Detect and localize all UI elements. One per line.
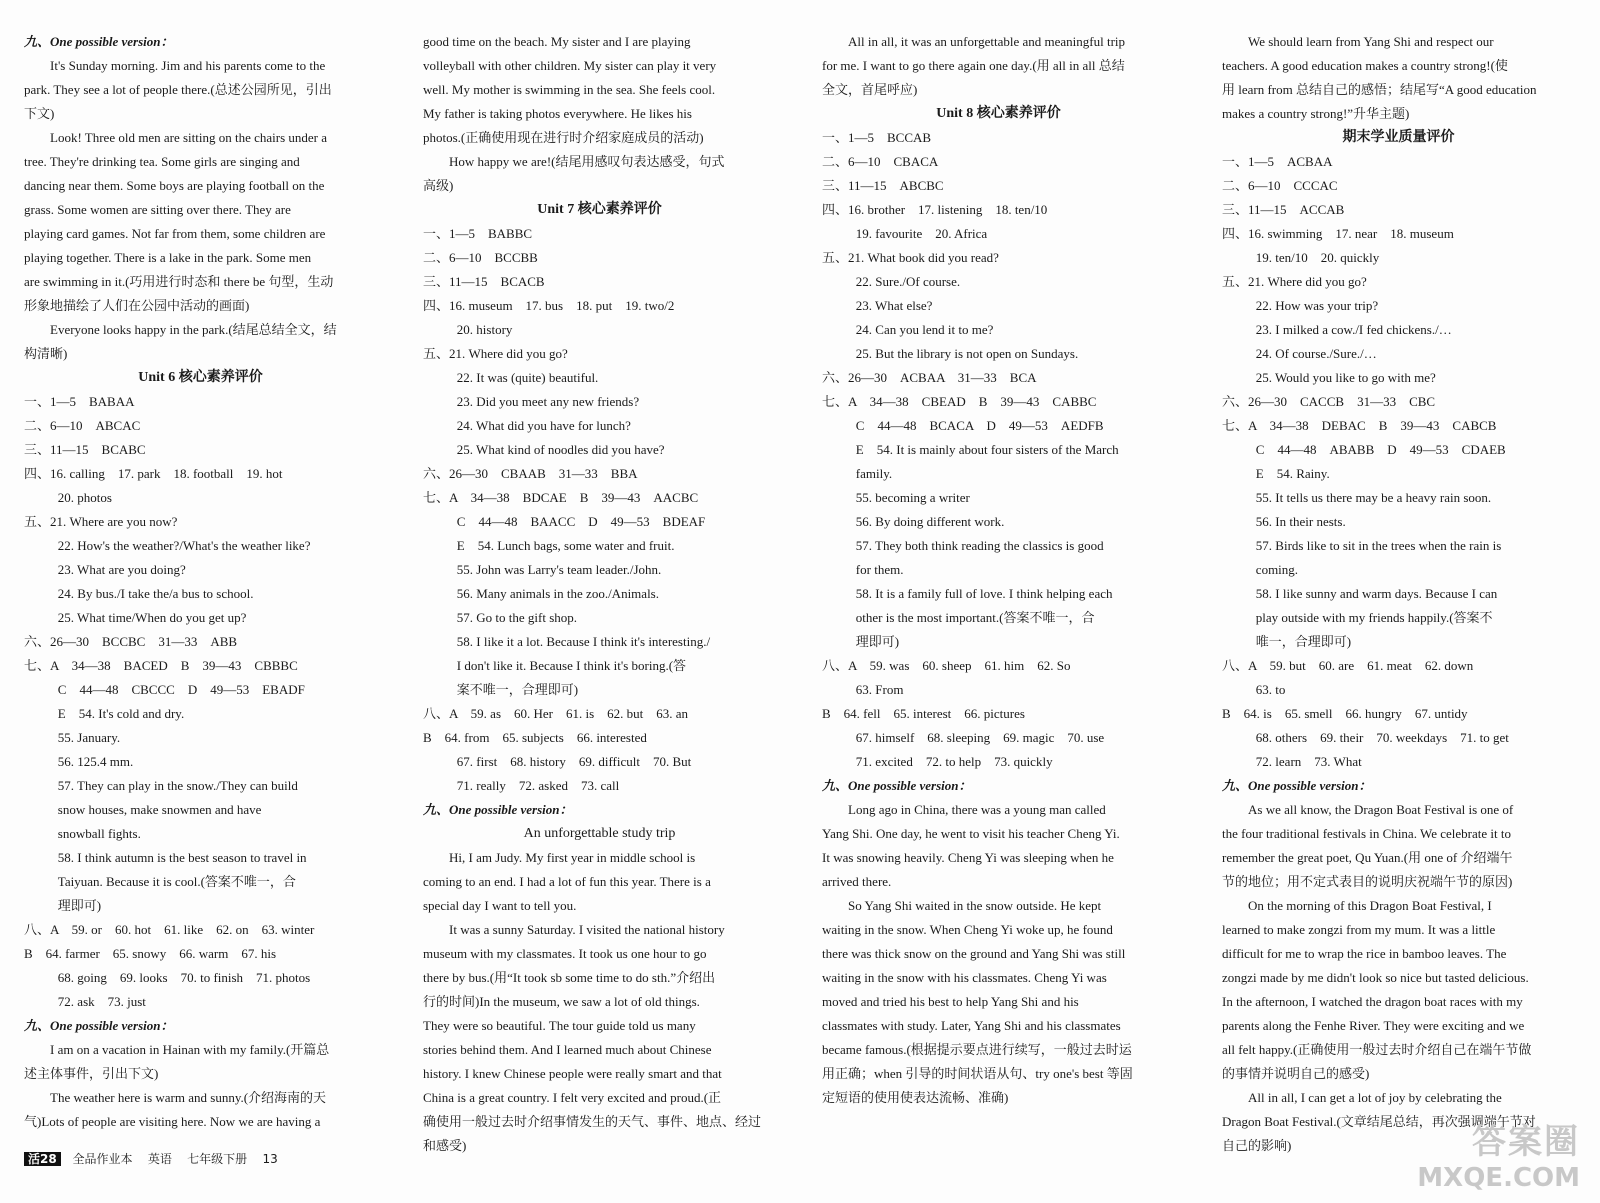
text-line: makes a country strong!”升华主题) [1222,106,1410,121]
column-2 [423,30,776,1160]
text-line: 22. It was (quite) beautiful. [456,370,599,385]
text-line: 25. What kind of noodles did you have? [456,442,665,457]
text-line: C 44—48 BAACC D 49—53 BDEAF [456,514,706,529]
text-line: volleyball with other children. My sister can play it very [423,58,717,73]
text-line: family. [855,466,893,481]
text-line: Everyone looks happy in the park.(结尾总结全文，结 [50,322,337,337]
text-line: 22. Sure./Of course. [855,274,961,289]
text-line: 理即可) [57,898,102,913]
text-line: 五、21. Where did you go? [423,346,568,361]
text-line: 63. From [855,682,904,697]
text-line: 58. I like sunny and warm days. Because I can [1255,586,1498,601]
text-line: As we all know, the Dragon Boat Festival is one of [1248,802,1514,817]
text-line: stories behind them. And I learned much about Chinese [423,1042,712,1057]
text-line: 三、11—15 BCABC [24,442,146,457]
text-line: 理即可) [855,634,900,649]
text-line: waiting in the snow with his classmates. Cheng Yi was [822,970,1107,985]
text-line: 和感受) [423,1138,467,1153]
text-line: I don't like it. Because I think it's boring.(答 [456,658,687,673]
text-line: 一、1—5 BCCAB [822,130,932,145]
text-line: B 64. farmer 65. snowy 66. warm 67. his [24,946,277,961]
text-line: I am on a vacation in Hainan with my family.(开篇总 [50,1042,330,1057]
text-line: How happy we are!(结尾用感叹句表达感受，句式 [449,154,725,169]
text-line: zongzi made by me didn't look so nice but tasted delicious. [1222,970,1529,985]
text-line: 72. learn 73. What [1255,754,1362,769]
text-line: 六、26—30 BCCBC 31—33 ABB [24,634,238,649]
text-line: 八、A 59. or 60. hot 61. like 62. on 63. winter [24,922,315,937]
text-line: 24. Of course./Sure./… [1255,346,1377,361]
text-line: 55. John was Larry's team leader./John. [456,562,662,577]
text-line: 用正确；when 引导的时间状语从句、try one's best 等固 [822,1066,1133,1081]
text-line: It was a sunny Saturday. I visited the national history [449,922,725,937]
text-line: park. They see a lot of people there.(总述公园所见，引出 [24,82,332,97]
text-line: photos.(正确使用现在进行时介绍家庭成员的活动) [423,130,704,145]
text-line: classmates with study. Later, Yang Shi and his classmates [822,1018,1121,1033]
text-line: 四、16. swimming 17. near 18. museum [1222,226,1454,241]
text-line: became famous.(根据提示要点进行续写，一般过去时运 [822,1042,1132,1057]
text-line: 57. Go to the gift shop. [456,610,578,625]
text-line: 下文) [24,106,55,121]
footer-book-title: 全品作业本 [72,1152,133,1166]
essay-section-label: 九、One possible version： [24,34,174,49]
text-line: 58. I think autumn is the best season to travel in [57,850,307,865]
column-1 [24,30,377,1160]
text-line: Long ago in China, there was a young man called [848,802,1106,817]
text-line: 67. first 68. history 69. difficult 70. But [456,754,692,769]
text-line: 高级) [423,178,454,193]
text-line: 八、A 59. was 60. sheep 61. him 62. So [822,658,1071,673]
text-line: 二、6—10 ABCAC [24,418,141,433]
footer-subject: 英语 [147,1152,172,1166]
essay-section-label: 九、One possible version： [423,802,573,817]
text-line: 用 learn from 总结自己的感悟；结尾写“A good education [1222,82,1537,97]
text-line: 55. January. [57,730,121,745]
text-line: 七、A 34—38 CBEAD B 39—43 CABBC [822,394,1097,409]
text-line: 四、16. calling 17. park 18. football 19. hot [24,466,283,481]
text-line: 24. By bus./I take the/a bus to school. [57,586,254,601]
text-line: 唯一，合理即可) [1255,634,1352,649]
text-line: playing card games. Not far from them, some children are [24,226,326,241]
text-line: play outside with my friends happily.(答案不 [1255,610,1493,625]
watermark [1417,1114,1580,1193]
text-line: It's Sunday morning. Jim and his parents come to the [50,58,326,73]
text-line: 22. How was your trip? [1255,298,1379,313]
text-line: 一、1—5 ACBAA [1222,154,1333,169]
column-3 [822,30,1175,1160]
text-line: museum with my classmates. It took us one hour to go [423,946,707,961]
text-line: 25. What time/When do you get up? [57,610,247,625]
text-line: 全文，首尾呼应) [822,82,918,97]
text-line: 气)Lots of people are visiting here. Now we are having a [24,1114,321,1129]
text-line: 一、1—5 BABAA [24,394,135,409]
text-line: 57. They can play in the snow./They can build [57,778,298,793]
footer-page-number: 13 [262,1152,278,1166]
text-line: good time on the beach. My sister and I are playing [423,34,691,49]
text-line: 56. In their nests. [1255,514,1346,529]
text-line: 六、26—30 CACCB 31—33 CBC [1222,394,1436,409]
text-line: All in all, it was an unforgettable and meaningful trip [848,34,1126,49]
text-line: In the afternoon, I watched the dragon boat races with my [1222,994,1523,1009]
text-line: 三、11—15 BCACB [423,274,545,289]
text-line: are swimming in it.(巧用进行时态和 there be 句型，生动 [24,274,334,289]
text-line: 20. photos [57,490,112,505]
text-line: 二、6—10 CBACA [822,154,939,169]
text-line: all felt happy.(正确使用一般过去时介绍自己在端午节做 [1222,1042,1532,1057]
text-line: 67. himself 68. sleeping 69. magic 70. use [855,730,1105,745]
text-line: 述主体事件，引出下文) [24,1066,159,1081]
text-line: 55. It tells us there may be a heavy rain soon. [1255,490,1492,505]
text-line: Yang Shi. One day, he went to visit his teacher Cheng Yi. [822,826,1120,841]
text-line: for me. I want to go there again one day.(用 all in all 总结 [822,58,1125,73]
text-line: snow houses, make snowmen and have [57,802,262,817]
footer-grade: 七年级下册 [187,1152,248,1166]
text-line: special day I want to tell you. [423,898,577,913]
text-line: 71. excited 72. to help 73. quickly [855,754,1053,769]
text-line: 二、6—10 CCCAC [1222,178,1338,193]
text-line: coming to an end. I had a lot of fun this year. There is a [423,874,711,889]
text-line: 节的地位；用不定式表目的说明庆祝端午节的原因) [1222,874,1513,889]
text-line: there was thick snow on the ground and Yang Shi was still [822,946,1126,961]
text-line: E 54. It's cold and dry. [57,706,185,721]
text-line: E 54. It is mainly about four sisters of the March [855,442,1119,457]
text-line: My father is taking photos everywhere. He likes his [423,106,692,121]
text-line: 56. Many animals in the zoo./Animals. [456,586,659,601]
text-line: 定短语的使用使表达流畅、准确) [822,1090,1009,1105]
text-line: We should learn from Yang Shi and respect our [1248,34,1494,49]
section-heading: Unit 7 核心素养评价 [537,202,662,217]
text-line: history. I knew Chinese people were really smart and that [423,1066,722,1081]
section-heading: Unit 8 核心素养评价 [936,106,1061,121]
text-line: 二、6—10 BCCBB [423,250,538,265]
text-line: 58. It is a family full of love. I think helping each [855,586,1113,601]
section-heading: 期末学业质量评价 [1342,130,1455,145]
text-line: 四、16. museum 17. bus 18. put 19. two/2 [423,298,675,313]
column-4 [1222,30,1575,1160]
footer-page-label: 活28 [24,1152,61,1166]
watermark-brand: 答案圈 [1472,1122,1580,1162]
text-line: On the morning of this Dragon Boat Festival, I [1248,898,1492,913]
text-line: 一、1—5 BABBC [423,226,533,241]
text-line: other is the most important.(答案不唯一，合 [855,610,1095,625]
text-line: dancing near them. Some boys are playing football on the [24,178,325,193]
text-line: 68. others 69. their 70. weekdays 71. to get [1255,730,1509,745]
text-line: 行的时间)In the museum, we saw a lot of old things. [423,994,700,1009]
text-line: 56. 125.4 mm. [57,754,134,769]
watermark-url: MXQE.COM [1417,1163,1580,1193]
text-line: All in all, I can get a lot of joy by celebrating the [1248,1090,1502,1105]
text-line: 19. ten/10 20. quickly [1255,250,1380,265]
text-line: 八、A 59. but 60. are 61. meat 62. down [1222,658,1474,673]
text-line: 七、A 34—38 BACED B 39—43 CBBBC [24,658,298,673]
text-line: 的事情并说明自己的感受) [1222,1066,1370,1081]
text-line: It was snowing heavily. Cheng Yi was sleeping when he [822,850,1114,865]
text-line: 24. Can you lend it to me? [855,322,994,337]
text-line: arrived there. [822,874,892,889]
text-line: teachers. A good education makes a country strong!(使 [1222,58,1508,73]
text-line: parents along the Fenhe River. They were exciting and we [1222,1018,1525,1033]
text-line: China is a great country. I felt very excited and proud.(正 [423,1090,722,1105]
text-line: B 64. fell 65. interest 66. pictures [822,706,1025,721]
text-line: So Yang Shi waited in the snow outside. He kept [848,898,1102,913]
text-line: B 64. from 65. subjects 66. interested [423,730,647,745]
text-line: E 54. Lunch bags, some water and fruit. [456,538,675,553]
text-line: 25. But the library is not open on Sundays. [855,346,1079,361]
text-line: tree. They're drinking tea. Some girls are singing and [24,154,300,169]
text-line: They were so beautiful. The tour guide told us many [423,1018,696,1033]
text-line: 24. What did you have for lunch? [456,418,631,433]
text-line: 72. ask 73. just [57,994,146,1009]
text-line: 六、26—30 ACBAA 31—33 BCA [822,370,1037,385]
text-line: waiting in the snow. When Cheng Yi woke up, he found [822,922,1113,937]
text-line: the four traditional festivals in China. We celebrate it to [1222,826,1511,841]
text-line: 22. How's the weather?/What's the weather like? [57,538,311,553]
text-line: 25. Would you like to go with me? [1255,370,1436,385]
page-footer [24,1150,278,1167]
text-line: C 44—48 BCACA D 49—53 AEDFB [855,418,1104,433]
text-line: 形象地描绘了人们在公园中活动的画面) [24,298,250,313]
text-line: Taiyuan. Because it is cool.(答案不唯一，合 [57,874,296,889]
text-line: 三、11—15 ABCBC [822,178,944,193]
text-line: 六、26—30 CBAAB 31—33 BBA [423,466,638,481]
text-line: 案不唯一，合理即可) [456,682,579,697]
text-line: for them. [855,562,904,577]
text-line: 构清晰) [24,346,68,361]
text-line: 七、A 34—38 DEBAC B 39—43 CABCB [1222,418,1497,433]
text-line: 三、11—15 ACCAB [1222,202,1345,217]
text-line: 八、A 59. as 60. Her 61. is 62. but 63. an [423,706,689,721]
text-line: snowball fights. [57,826,141,841]
text-line: 58. I like it a lot. Because I think it's interesting./ [456,634,711,649]
text-line: playing together. There is a lake in the park. Some men [24,250,312,265]
text-line: C 44—48 ABABB D 49—53 CDAEB [1255,442,1506,457]
text-line: 56. By doing different work. [855,514,1005,529]
text-line: 23. Did you meet any new friends? [456,394,640,409]
text-line: 五、21. What book did you read? [822,250,999,265]
text-line: 确使用一般过去时介绍事情发生的天气、事件、地点、经过 [423,1114,762,1129]
text-line: 71. really 72. asked 73. call [456,778,620,793]
section-heading: Unit 6 核心素养评价 [138,370,263,385]
text-line: 七、A 34—38 BDCAE B 39—43 AACBC [423,490,699,505]
text-line: Hi, I am Judy. My first year in middle school is [449,850,696,865]
text-line: 四、16. brother 17. listening 18. ten/10 [822,202,1048,217]
text-line: Look! Three old men are sitting on the chairs under a [50,130,328,145]
text-line: B 64. is 65. smell 66. hungry 67. untidy [1222,706,1468,721]
text-line: 自己的影响) [1222,1138,1292,1153]
text-line: The weather here is warm and sunny.(介绍海南的天 [50,1090,327,1105]
essay-section-label: 九、One possible version： [1222,778,1372,793]
text-line: An unforgettable study trip [523,826,676,841]
text-line: 23. What else? [855,298,933,313]
text-line: coming. [1255,562,1299,577]
text-line: 57. They both think reading the classics is good [855,538,1104,553]
text-line: C 44—48 CBCCC D 49—53 EBADF [57,682,305,697]
text-line: there by bus.(用“It took sb some time to do sth.”介绍出 [423,970,716,985]
text-line: learned to make zongzi from my mum. It was a little [1222,922,1496,937]
text-line: moved and tried his best to help Yang Shi and his [822,994,1079,1009]
text-line: grass. Some women are sitting over there. They are [24,202,291,217]
text-line: 23. What are you doing? [57,562,186,577]
text-line: 20. history [456,322,513,337]
text-line: 五、21. Where are you now? [24,514,178,529]
text-line: Dragon Boat Festival.(文章结尾总结，再次强调端午节对 [1222,1114,1536,1129]
text-line: remember the great poet, Qu Yuan.(用 one of 介绍端午 [1222,850,1513,865]
text-line: 57. Birds like to sit in the trees when the rain is [1255,538,1502,553]
text-line: well. My mother is swimming in the sea. She feels cool. [423,82,716,97]
essay-section-label: 九、One possible version： [24,1018,174,1033]
text-line: 23. I milked a cow./I fed chickens./… [1255,322,1452,337]
text-line: 19. favourite 20. Africa [855,226,988,241]
text-line: difficult for me to wrap the rice in bamboo leaves. The [1222,946,1507,961]
text-line: 63. to [1255,682,1286,697]
text-line: 68. going 69. looks 70. to finish 71. photos [57,970,311,985]
essay-section-label: 九、One possible version： [822,778,972,793]
text-line: E 54. Rainy. [1255,466,1330,481]
text-line: 五、21. Where did you go? [1222,274,1367,289]
text-line: 55. becoming a writer [855,490,970,505]
